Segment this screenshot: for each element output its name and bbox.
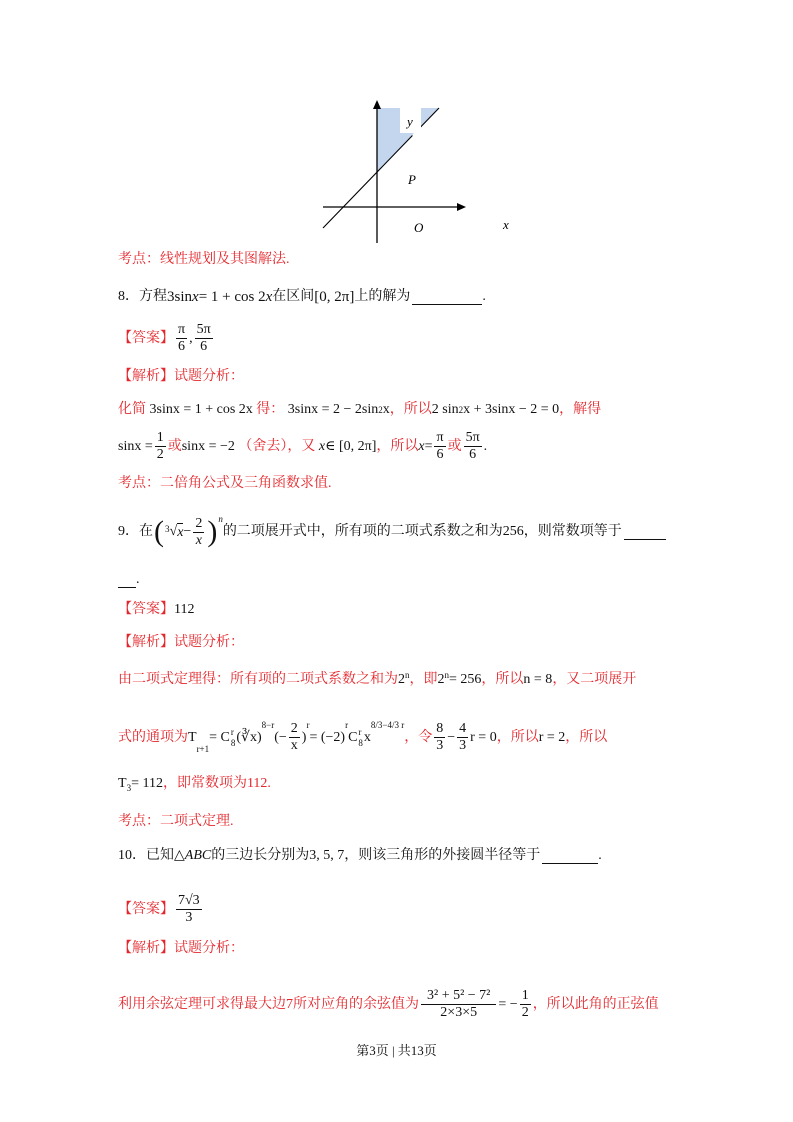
- y-axis-arrow-icon: [373, 100, 381, 109]
- text: 化简: [118, 402, 146, 417]
- answer-value: 112: [174, 602, 195, 617]
- math: = 112: [131, 776, 163, 791]
- q-number: 9．在: [118, 524, 153, 539]
- fraction: [193, 516, 204, 549]
- text: 或: [447, 438, 462, 454]
- numerator: π: [178, 322, 186, 337]
- denominator: 2×3×5: [440, 1005, 478, 1020]
- answer-label: 【答案】: [118, 330, 174, 346]
- math: −: [447, 729, 456, 745]
- math: = 1 + cos 2: [198, 289, 266, 305]
- denominator: x: [195, 532, 202, 548]
- q7-kaodian: 考点：线性规划及其图解法.: [118, 252, 290, 267]
- math: sinx = −2: [181, 438, 235, 454]
- math: x: [192, 289, 199, 305]
- math: 8−r: [261, 720, 275, 730]
- text: .: [482, 289, 486, 304]
- math: 2: [458, 404, 464, 415]
- radical-icon: √: [169, 524, 178, 539]
- label-y: y: [407, 114, 413, 129]
- math: [0, 2π]: [314, 289, 355, 305]
- text: ，又二项展开: [552, 672, 637, 687]
- text: ，即常数项为112.: [162, 776, 271, 791]
- math: −: [183, 524, 192, 539]
- denominator: x: [290, 738, 298, 753]
- denominator: 3: [459, 738, 467, 753]
- q9-blank-continued: [118, 571, 140, 589]
- math: n = 8: [523, 672, 553, 687]
- text: 或: [167, 438, 182, 454]
- math: (−: [274, 729, 287, 745]
- math: 3: [165, 524, 170, 534]
- q10-answer: [118, 893, 204, 926]
- q-number: 8．: [118, 289, 139, 304]
- text: 方程: [139, 289, 167, 304]
- math: r: [230, 726, 234, 737]
- math: r: [345, 720, 349, 730]
- answer-blank: [542, 849, 598, 864]
- text: 在区间: [272, 289, 315, 304]
- text: .: [136, 572, 140, 587]
- q-number: 10．已知△: [118, 848, 185, 863]
- x-axis-arrow-icon: [457, 203, 466, 211]
- math: r: [358, 726, 362, 737]
- math: T: [118, 776, 127, 791]
- answer-blank: [118, 573, 136, 588]
- fraction: [520, 988, 531, 1021]
- analysis-label: 【解析】: [118, 941, 174, 956]
- math: n: [218, 514, 223, 524]
- fraction: [155, 430, 166, 463]
- label-p: P: [408, 172, 416, 187]
- math: sinx =: [118, 438, 153, 454]
- math: T: [188, 729, 197, 745]
- math: r: [306, 720, 310, 730]
- math: x: [363, 729, 371, 745]
- q8-analysis-heading: [118, 368, 244, 386]
- numerator: 1: [521, 988, 529, 1003]
- text: 式的通项为: [118, 729, 188, 745]
- math: 2: [398, 672, 405, 687]
- text: 试题分析：: [174, 941, 244, 956]
- math: = 256: [449, 672, 482, 687]
- q10-analysis-line1: [118, 988, 659, 1021]
- math: r+1: [196, 744, 210, 754]
- math: x: [177, 524, 184, 540]
- math: n: [405, 670, 410, 680]
- text: （舍去），又: [238, 438, 316, 454]
- q10-question: [118, 847, 602, 865]
- answer-blank: [624, 525, 666, 540]
- text: ,: [189, 330, 193, 346]
- text: ，解得: [559, 402, 602, 417]
- denominator: 6: [178, 339, 186, 354]
- math: 3: [126, 783, 132, 793]
- math: 3sinx = 2 − 2sin: [287, 402, 379, 417]
- math: 2 sin: [431, 402, 459, 417]
- answer-blank: [412, 290, 482, 305]
- paren-left: (: [154, 515, 164, 548]
- q10-analysis-heading: [118, 940, 244, 958]
- math: 3sinx = 1 + cos 2x: [149, 402, 253, 417]
- text: .: [598, 848, 602, 863]
- math: = −: [498, 996, 518, 1012]
- denominator: 2: [156, 447, 164, 462]
- math: 2: [437, 672, 445, 687]
- math: ): [301, 729, 307, 745]
- math: ABC: [184, 848, 212, 863]
- math: x: [382, 402, 390, 417]
- q8-answer: [118, 322, 215, 355]
- q9-analysis-line2: [118, 721, 607, 754]
- analysis-label: 【解析】: [118, 369, 174, 384]
- q9-question: [118, 515, 666, 549]
- q9-kaodian: 考点：二项式定理.: [118, 814, 234, 829]
- denominator: 6: [436, 447, 444, 462]
- numerator: 5π: [465, 430, 480, 445]
- answer-label: 【答案】: [118, 602, 174, 617]
- script-stack: [358, 727, 363, 749]
- text: ，所以: [389, 402, 432, 417]
- numerator: 4: [459, 721, 467, 736]
- text: ，令: [404, 729, 433, 745]
- numerator: 5π: [196, 322, 211, 337]
- numerator: 1: [156, 430, 164, 445]
- analysis-label: 【解析】: [118, 635, 174, 650]
- q8-analysis-line1: [118, 401, 601, 419]
- text: 由二项式定理得：所有项的二项式系数之和为: [118, 672, 398, 687]
- denominator: 6: [469, 447, 477, 462]
- label-o: O: [414, 220, 424, 235]
- numerator: π: [436, 430, 444, 445]
- math: x: [265, 289, 273, 305]
- fraction: [195, 322, 213, 355]
- fraction: [464, 430, 482, 463]
- fraction: [289, 721, 300, 754]
- fraction: [434, 721, 445, 754]
- q9-analysis-line1: [118, 671, 636, 689]
- math: 8/3−4/3 r: [370, 720, 405, 730]
- math: (∛x): [236, 729, 262, 745]
- numerator: 7√3: [178, 893, 200, 908]
- q9-answer: [118, 601, 194, 619]
- math: x + 3sinx − 2 = 0: [463, 402, 560, 417]
- math: x: [418, 438, 425, 454]
- math: x: [318, 438, 326, 454]
- fraction: [176, 322, 187, 355]
- linear-programming-figure: [0, 0, 793, 260]
- fraction: [176, 893, 202, 926]
- denominator: 6: [200, 339, 208, 354]
- text: 利用余弦定理可求得最大边7所对应角的余弦值为: [118, 996, 419, 1012]
- label-x: x: [503, 217, 509, 232]
- text: ，所以此角的正弦值: [532, 996, 659, 1012]
- denominator: 2: [521, 1005, 529, 1020]
- fraction: [421, 988, 496, 1021]
- math: r = 2: [538, 729, 566, 745]
- answer-label: 【答案】: [118, 901, 174, 917]
- page-footer: 第3页 | 共13页: [356, 1043, 437, 1058]
- text: .: [483, 438, 488, 454]
- q9-analysis-heading: [118, 634, 244, 652]
- denominator: 3: [185, 910, 193, 925]
- text: 试题分析：: [174, 369, 244, 384]
- fraction: [457, 721, 468, 754]
- q8-question: [118, 288, 486, 306]
- math: = (−2): [309, 729, 346, 745]
- numerator: 2: [290, 721, 298, 736]
- text: 得：: [256, 402, 285, 417]
- paren-right: ): [207, 515, 218, 548]
- q8-analysis-line2: [118, 430, 487, 463]
- math: ∈ [0, 2π]: [325, 438, 377, 454]
- text: ，即: [409, 672, 438, 687]
- q9-analysis-line3: [118, 775, 271, 793]
- fraction: [434, 430, 445, 463]
- text: ，所以: [481, 672, 524, 687]
- text: 的三边长分别为3, 5, 7，则该三角形的外接圆半径等于: [211, 848, 541, 863]
- math: r = 0: [470, 729, 497, 745]
- math: 8: [230, 737, 236, 748]
- text: ，所以: [376, 438, 419, 454]
- text: 上的解为: [354, 289, 411, 304]
- math: =: [424, 438, 433, 454]
- math: 2: [378, 404, 383, 415]
- text: 试题分析：: [174, 635, 244, 650]
- math: = C: [209, 729, 230, 745]
- text: ，所以: [496, 729, 539, 745]
- math: C: [348, 729, 358, 745]
- math: 3sin: [167, 289, 193, 305]
- math: 8: [358, 737, 363, 748]
- text: 的二项展开式中，所有项的二项式系数之和为256，则常数项等于: [222, 524, 622, 539]
- numerator: 8: [436, 721, 444, 736]
- numerator: 3² + 5² − 7²: [421, 988, 496, 1005]
- numerator: 2: [195, 515, 203, 531]
- text: ，所以: [565, 729, 608, 745]
- script-stack: [231, 727, 236, 749]
- q8-kaodian: 考点：二倍角公式及三角函数求值.: [118, 476, 332, 491]
- math: n: [444, 670, 449, 680]
- denominator: 3: [436, 738, 444, 753]
